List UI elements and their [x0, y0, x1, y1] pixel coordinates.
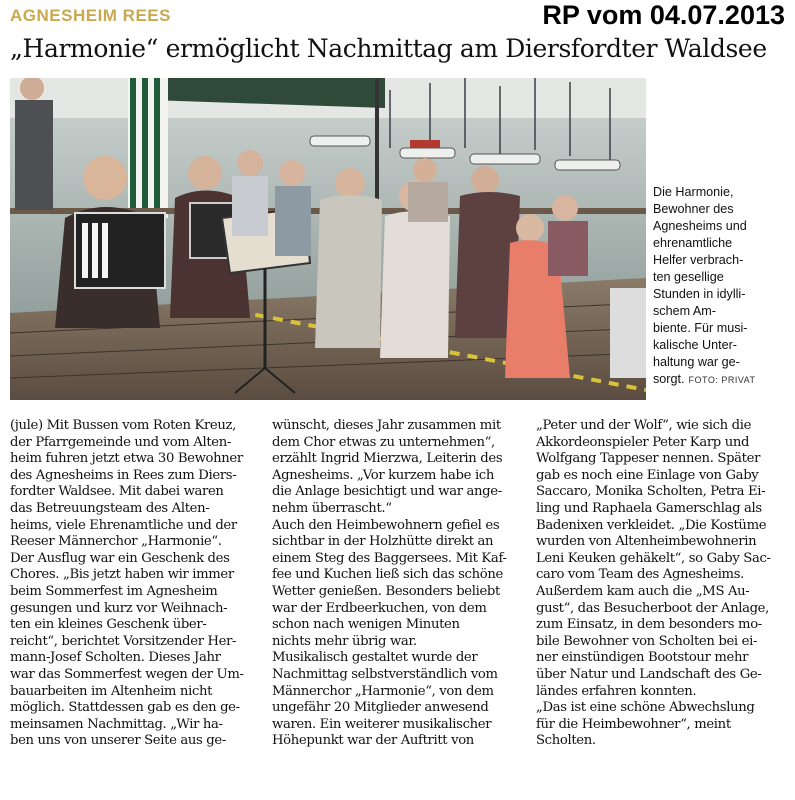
article-text-line: Wetter genießen. Besonders beliebt: [272, 583, 500, 599]
article-text-line: war das Sommerfest wegen der Um-: [10, 666, 244, 682]
article-text-line: der Pfarrgemeinde und vom Alten-: [10, 434, 231, 450]
article-text-line: wünscht, dieses Jahr zusammen mit: [272, 418, 501, 433]
article-text-line: waren. Ein weiterer musikalischer: [272, 716, 492, 732]
article-text-line: ben uns von unserer Seite aus ge-: [10, 733, 226, 749]
article-text-line: ling und Raphaela Gamerschlag als: [536, 500, 762, 516]
article-column-3: [536, 418, 782, 750]
article-text-line: Badenixen verkleidet. „Die Kostüme: [536, 517, 767, 533]
photo-credit: FOTO: PRIVAT: [688, 375, 756, 385]
article-text-line: Auch den Heimbewohnern gefiel es: [272, 517, 500, 533]
article-text-line: beim Sommerfest im Agnesheim: [10, 583, 218, 599]
article-text-line: Musikalisch gestaltet wurde der: [272, 650, 478, 666]
article-text-line: Akkordeonspieler Peter Karp und: [536, 434, 750, 450]
caption-line: ten gesellige: [653, 270, 724, 284]
article-column-2: [272, 418, 518, 750]
caption-line: kalische Unter-: [653, 338, 737, 352]
article-text-line: „Das ist eine schöne Abwechslung: [536, 700, 755, 716]
article-text-line: des Agnesheims in Rees zum Diers-: [10, 467, 237, 483]
article-text-line: Nachmittag selbstverständlich vom: [272, 666, 498, 682]
article-text-line: ungefähr 20 Mitglieder anwesend: [272, 700, 489, 716]
article-text-line: Agnesheims. „Vor kurzem habe ich: [272, 467, 494, 483]
article-text-line: „Peter und der Wolf“, wie sich die: [536, 418, 752, 433]
article-text-line: ten ein kleines Geschenk über-: [10, 617, 207, 633]
caption-line: Die Harmonie,: [653, 185, 734, 199]
article-text-line: gesungen und kurz vor Weihnach-: [10, 600, 228, 616]
article-text-line: bile Bewohner von Scholten bei ei-: [536, 633, 758, 649]
caption-line: Agnesheims und: [653, 219, 747, 233]
article-text-line: Außerdem kam auch die „MS Au-: [536, 583, 750, 599]
article-photo: [10, 78, 646, 400]
article-text-line: caro vom Team des Agnesheims.: [536, 567, 744, 583]
article-text-line: fee und Kuchen ließ sich das schöne: [272, 567, 503, 583]
article-text-line: einem Steg des Baggersees. Mit Kaf-: [272, 550, 507, 566]
article-text-line: ner einstündigen Bootstour mehr: [536, 650, 749, 666]
caption-line: ehrenamtliche: [653, 236, 733, 250]
article-text-line: Scholten.: [536, 733, 596, 749]
caption-line: Stunden in idylli-: [653, 287, 746, 301]
caption-line: Bewohner des: [653, 202, 734, 216]
article-text-line: war der Erdbeerkuchen, von dem: [272, 600, 487, 616]
article-text-line: Männerchor „Harmonie“, von dem: [272, 683, 494, 699]
article-text-line: dem Chor etwas zu unternehmen“,: [272, 434, 495, 450]
article-text-line: ländes erfahren konnten.: [536, 683, 697, 699]
article-text-line: das Betreuungsteam des Alten-: [10, 500, 210, 516]
article-text-line: schon nach wenigen Minuten: [272, 617, 460, 633]
section-kicker: AGNESHEIM REES: [10, 6, 171, 25]
article-text-line: bauarbeiten im Altenheim nicht: [10, 683, 213, 699]
article-text-line: wurden von Altenheimbewohnerin: [536, 534, 757, 550]
caption-line: Helfer verbrach-: [653, 253, 744, 267]
article-text-line: fordter Waldsee. Mit dabei waren: [10, 484, 224, 500]
article-text-line: zum Einsatz, in dem besonders mo-: [536, 617, 762, 633]
article-text-line: meinsamen Nachmittag. „Wir ha-: [10, 716, 223, 732]
article-text-line: für die Heimbewohner“, meint: [536, 716, 731, 732]
article-text-line: Reeser Männerchor „Harmonie“.: [10, 534, 222, 550]
article-text-line: gab es noch eine Einlage von Gaby: [536, 467, 759, 483]
article-text-line: Leni Keuken gehäkelt“, so Gaby Sac-: [536, 550, 771, 566]
article-text-line: nichts mehr übrig war.: [272, 633, 417, 649]
article-text-line: reicht“, berichtet Vorsitzender Her-: [10, 633, 237, 649]
article-text-line: Höhepunkt war der Auftritt von: [272, 733, 474, 749]
article-text-line: über Natur und Landschaft des Ge-: [536, 666, 762, 682]
article-text-line: die Anlage besichtigt und war ange-: [272, 484, 502, 500]
caption-line: schem Am-: [653, 304, 716, 318]
article-text-line: mann-Josef Scholten. Dieses Jahr: [10, 650, 221, 666]
photo-caption: [653, 184, 791, 389]
photo-illustration: [10, 78, 646, 400]
article-text-line: erzählt Ingrid Mierzwa, Leiterin des: [272, 451, 503, 467]
article-text-line: sichtbar in der Holzhütte direkt an: [272, 534, 494, 550]
caption-line: sorgt.: [653, 372, 685, 386]
article-headline: „Harmonie“ ermöglicht Nachmittag am Diersfordter Waldsee: [10, 34, 767, 63]
article-text-line: Chores. „Bis jetzt haben wir immer: [10, 567, 234, 583]
article-text-line: (jule) Mit Bussen vom Roten Kreuz,: [10, 418, 236, 433]
date-stamp: RP vom 04.07.2013: [542, 0, 785, 30]
article-text-line: Saccaro, Monika Scholten, Petra Ei-: [536, 484, 766, 500]
article-column-1: [10, 418, 256, 750]
caption-line: haltung war ge-: [653, 355, 740, 369]
article-text-line: Der Ausflug war ein Geschenk des: [10, 550, 230, 566]
article-text-line: möglich. Stattdessen gab es den ge-: [10, 700, 240, 716]
article-text-line: Wolfgang Tappeser nennen. Später: [536, 451, 761, 467]
article-text-line: nehm überrascht.“: [272, 500, 392, 516]
article-text-line: gust“, das Besucherboot der Anlage,: [536, 600, 769, 616]
article-text-line: heim fuhren jetzt etwa 30 Bewohner: [10, 451, 243, 467]
article-text-line: heims, viele Ehrenamtliche und der: [10, 517, 237, 533]
caption-line: biente. Für musi-: [653, 321, 748, 335]
